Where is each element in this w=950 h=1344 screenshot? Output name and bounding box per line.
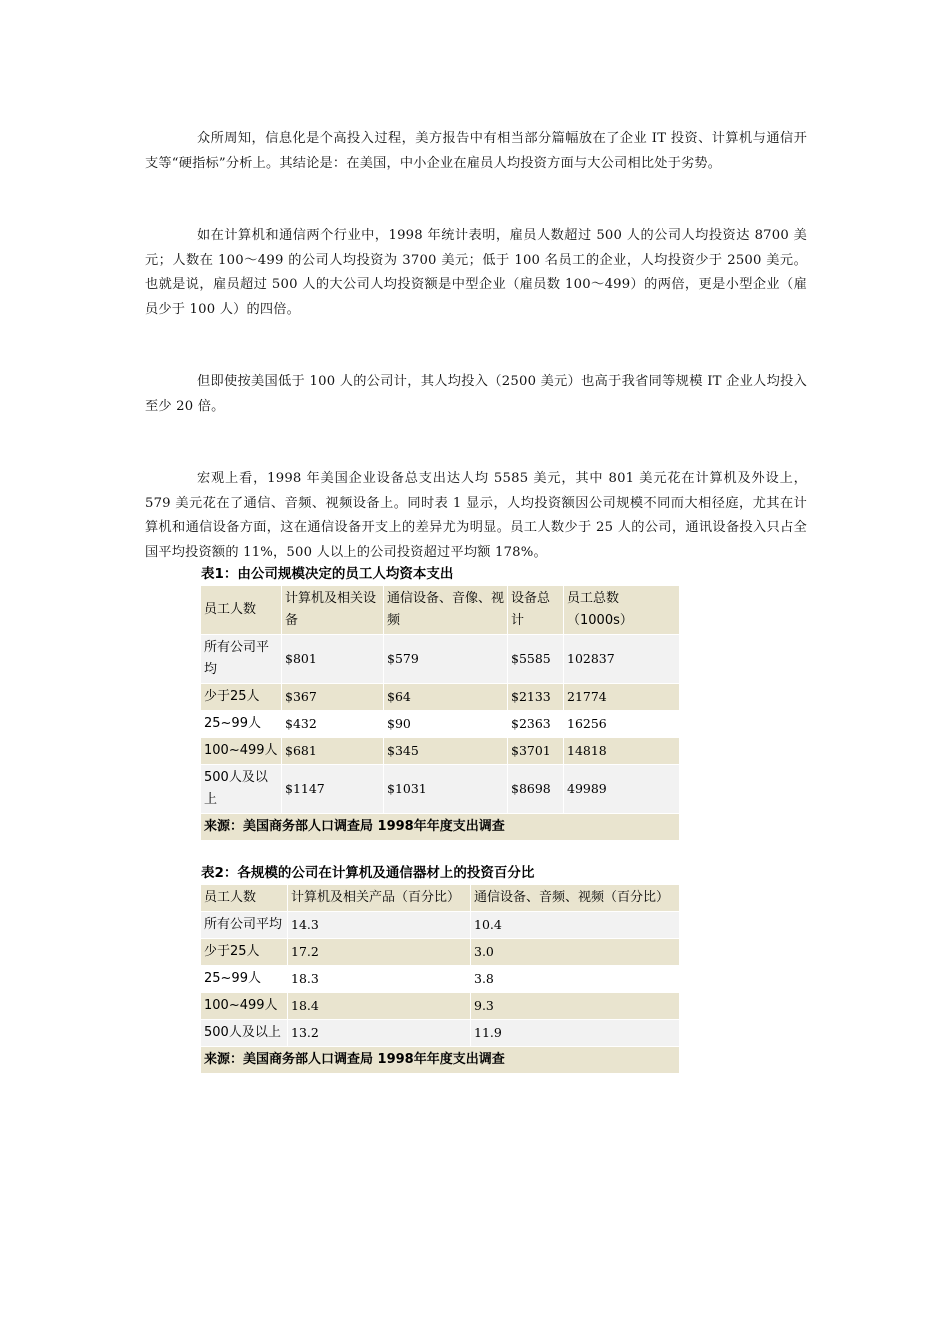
table-cell: $801	[282, 635, 384, 684]
table-cell: 100~499人	[201, 993, 288, 1020]
table-cell: $1031	[384, 765, 508, 814]
table-2-title: 表2：各规模的公司在计算机及通信器材上的投资百分比	[201, 865, 535, 881]
table-header-cell: 计算机及相关设备	[282, 586, 384, 635]
table-2-header-row	[201, 885, 680, 912]
table-header-cell: 员工总数（1000s）	[564, 586, 680, 635]
table-row	[201, 1020, 680, 1047]
table-row	[201, 711, 680, 738]
table-cell: $2133	[508, 684, 564, 711]
table-2-source-row	[201, 1047, 680, 1074]
table-1	[200, 563, 679, 841]
table-cell: $2363	[508, 711, 564, 738]
table-cell: 9.3	[471, 993, 680, 1020]
table-cell: 100~499人	[201, 738, 282, 765]
table-row	[201, 684, 680, 711]
paragraph-2: 如在计算机和通信两个行业中，1998 年统计表明，雇员人数超过 500 人的公司人均投资达 8700 美元；人数在 100～499 的公司人均投资为 3700 美元；低于 100 名员工的企业，人均投资少于 2500 美元。也就是说，雇员超过 500 人的大公司人均投资额是中型企业（雇员数 100～499）的两倍，更是小型企业（雇员少于 100 人）的四倍。	[145, 228, 807, 317]
table-source-note: 来源：美国商务部人口调查局 1998年年度支出调查	[201, 814, 680, 841]
table-cell: $3701	[508, 738, 564, 765]
table-cell: $90	[384, 711, 508, 738]
table-header-cell: 员工人数	[201, 586, 282, 635]
table-cell: 500人及以上	[201, 1020, 288, 1047]
table-cell: $8698	[508, 765, 564, 814]
table-cell: $345	[384, 738, 508, 765]
table-cell: 3.8	[471, 966, 680, 993]
paragraph-4: 宏观上看，1998 年美国企业设备总支出达人均 5585 美元，其中 801 美元花在计算机及外设上，579 美元花在了通信、音频、视频设备上。同时表 1 显示，人均投资额因公司规模不同而大相径庭，尤其在计算机和通信设备方面，这在通信设备开支上的差异尤为明显。员工人数少于 25 人的公司，通讯设备投入只占全国平均投资额的 11%，500 人以上的公司投资超过平均额 178%。	[145, 471, 807, 560]
table-cell: $367	[282, 684, 384, 711]
table-cell: 25~99人	[201, 711, 282, 738]
table-row	[201, 738, 680, 765]
table-cell: $64	[384, 684, 508, 711]
table-cell: $1147	[282, 765, 384, 814]
table-header-cell: 通信设备、音频、视频（百分比）	[471, 885, 680, 912]
table-cell: 少于25人	[201, 684, 282, 711]
table-cell: 102837	[564, 635, 680, 684]
table-row	[201, 939, 680, 966]
table-cell: $5585	[508, 635, 564, 684]
table-cell: 10.4	[471, 912, 680, 939]
table-cell: 13.2	[288, 1020, 471, 1047]
table-row	[201, 966, 680, 993]
table-2	[200, 862, 679, 1074]
table-source-note: 来源：美国商务部人口调查局 1998年年度支出调查	[201, 1047, 680, 1074]
table-header-cell: 计算机及相关产品（百分比）	[288, 885, 471, 912]
table-header-cell: 员工人数	[201, 885, 288, 912]
table-cell: 14.3	[288, 912, 471, 939]
table-cell: 3.0	[471, 939, 680, 966]
table-cell: $432	[282, 711, 384, 738]
table-cell: 25~99人	[201, 966, 288, 993]
paragraph-1: 众所周知，信息化是个高投入过程，美方报告中有相当部分篇幅放在了企业 IT 投资、计算机与通信开支等“硬指标”分析上。其结论是：在美国，中小企业在雇员人均投资方面与大公司相比处于劣势。	[145, 131, 807, 171]
table-cell: 21774	[564, 684, 680, 711]
table-cell: 18.3	[288, 966, 471, 993]
paragraph-3: 但即使按美国低于 100 人的公司计，其人均投入（2500 美元）也高于我省同等规模 IT 企业人均投入至少 20 倍。	[145, 374, 807, 414]
table-cell: $579	[384, 635, 508, 684]
table-cell: 所有公司平均	[201, 912, 288, 939]
table-cell: 16256	[564, 711, 680, 738]
table-1-header-row	[201, 586, 680, 635]
table-cell: $681	[282, 738, 384, 765]
table-1-title: 表1：由公司规模决定的员工人均资本支出	[201, 566, 454, 582]
table-1-source-row	[201, 814, 680, 841]
table-header-cell: 设备总计	[508, 586, 564, 635]
table-cell: 18.4	[288, 993, 471, 1020]
table-cell: 500人及以上	[201, 765, 282, 814]
table-cell: 所有公司平均	[201, 635, 282, 684]
table-cell: 11.9	[471, 1020, 680, 1047]
table-row	[201, 912, 680, 939]
table-cell: 17.2	[288, 939, 471, 966]
table-row	[201, 765, 680, 814]
table-header-cell: 通信设备、音像、视频	[384, 586, 508, 635]
table-cell: 14818	[564, 738, 680, 765]
table-cell: 49989	[564, 765, 680, 814]
table-row	[201, 635, 680, 684]
table-row	[201, 993, 680, 1020]
table-cell: 少于25人	[201, 939, 288, 966]
